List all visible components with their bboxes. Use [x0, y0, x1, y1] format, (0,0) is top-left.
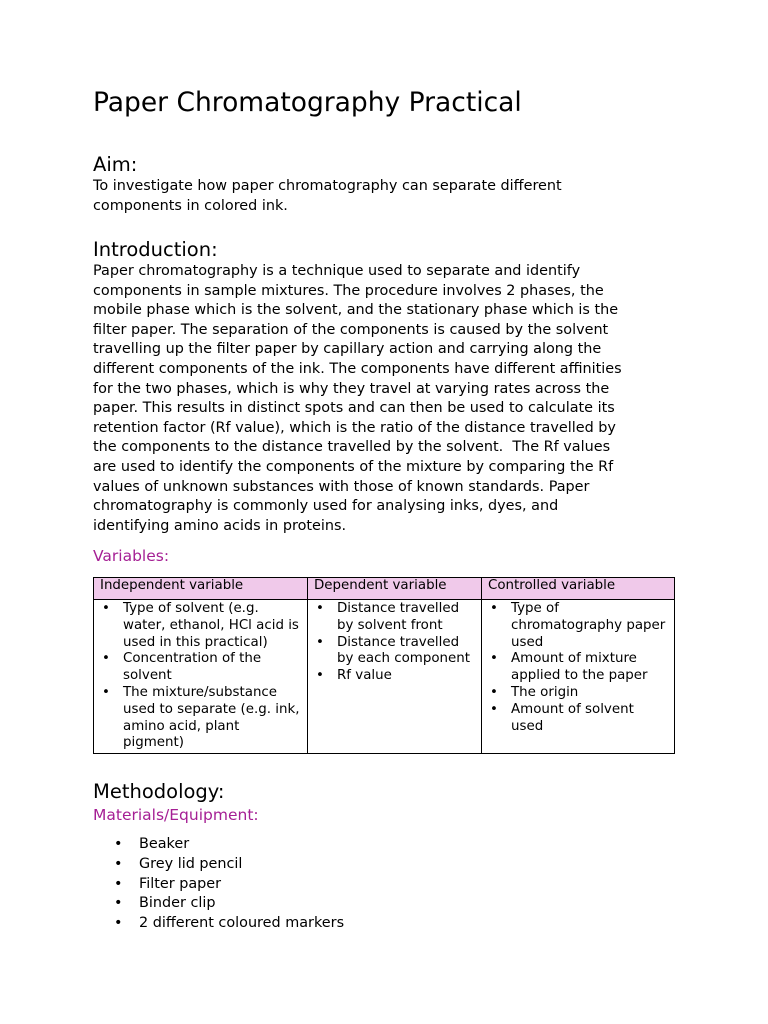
materials-heading: Materials/Equipment: [93, 806, 259, 824]
intro-line: Paper chromatography is a technique used to separate and identify [93, 263, 581, 279]
aim-line: components in colored ink. [93, 197, 288, 214]
list-item: • Type of solvent (e.g. water, ethanol, HCl acid is used in this practical) [102, 601, 299, 650]
intro-line: retention factor (Rf value), which is the ratio of the distance travelled by [93, 419, 616, 436]
intro-line: paper. This results in distinct spots and can then be used to calculate its [93, 400, 615, 417]
methodology-heading: Methodology: [93, 780, 225, 803]
bullet-icon: • [490, 601, 498, 616]
list-item: • Distance travelled by solvent front [316, 601, 460, 633]
intro-line: components in sample mixtures. The procedure involves 2 phases, the [93, 282, 604, 299]
bullet-icon: • [114, 836, 123, 852]
dependent-variable-cell [308, 600, 482, 754]
bullet-icon: • [490, 684, 498, 700]
independent-variable-list [100, 601, 303, 752]
intro-line: different components of the ink. The components have different affinities [93, 360, 622, 377]
bullet-icon: • [316, 668, 324, 684]
materials-list [114, 835, 344, 934]
intro-line: chromatography is commonly used for analysing inks, dyes, and [93, 498, 559, 515]
aim-text [93, 177, 675, 216]
list-item: • Amount of solvent used [490, 701, 634, 734]
intro-line: values of unknown substances with those of known standards. Paper [93, 478, 590, 495]
variables-heading: Variables: [93, 547, 170, 565]
independent-variable-cell [94, 600, 308, 754]
variables-table [93, 577, 675, 754]
list-item: • Binder clip [114, 894, 344, 914]
table-row [94, 600, 675, 754]
intro-line: filter paper. The separation of the components is caused by the solvent [93, 321, 609, 338]
aim-line: To investigate how paper chromatography can separate different [93, 178, 562, 194]
controlled-variable-cell [482, 600, 675, 754]
intro-line: for the two phases, which is why they travel at varying rates across the [93, 380, 610, 397]
table-header-row [94, 578, 675, 600]
aim-heading: Aim: [93, 153, 138, 176]
intro-line: mobile phase which is the solvent, and the stationary phase which is the [93, 302, 619, 319]
list-item: • 2 different coloured markers [114, 914, 344, 934]
list-item: • The mixture/substance used to separate (e.g. ink, amino acid, plant pigment) [102, 684, 300, 751]
page-title: Paper Chromatography Practical [93, 87, 522, 118]
bullet-icon: • [316, 634, 324, 650]
intro-line: travelling up the filter paper by capillary action and carrying along the [93, 341, 602, 358]
bullet-icon: • [114, 855, 123, 872]
bullet-icon: • [102, 601, 110, 616]
list-item: • Distance travelled by each component [316, 634, 470, 667]
controlled-variable-list [488, 601, 670, 735]
list-item: • Beaker [114, 835, 344, 855]
list-item: • The origin [490, 684, 579, 700]
intro-line: are used to identify the components of the mixture by comparing the Rf [93, 458, 614, 475]
bullet-icon: • [490, 651, 498, 667]
bullet-icon: • [316, 601, 324, 616]
independent-variable-header: Independent variable [94, 578, 308, 600]
list-item: • Filter paper [114, 875, 344, 895]
bullet-icon: • [102, 651, 110, 667]
list-item: • Amount of mixture applied to the paper [490, 651, 648, 684]
bullet-icon: • [114, 875, 123, 892]
introduction-heading: Introduction: [93, 238, 218, 261]
list-item: • Grey lid pencil [114, 855, 344, 875]
controlled-variable-header: Controlled variable [482, 578, 675, 600]
intro-line: the components to the distance travelled by the solvent. The Rf values [93, 439, 611, 456]
dependent-variable-list [314, 601, 477, 685]
list-item: • Type of chromatography paper used [490, 601, 666, 650]
list-item: • Concentration of the solvent [102, 651, 262, 684]
bullet-icon: • [114, 915, 123, 932]
list-item: • Rf value [316, 668, 392, 684]
bullet-icon: • [114, 895, 123, 912]
intro-line: identifying amino acids in proteins. [93, 517, 347, 534]
introduction-text [93, 262, 675, 536]
bullet-icon: • [102, 684, 110, 700]
dependent-variable-header: Dependent variable [308, 578, 482, 600]
bullet-icon: • [490, 701, 498, 717]
